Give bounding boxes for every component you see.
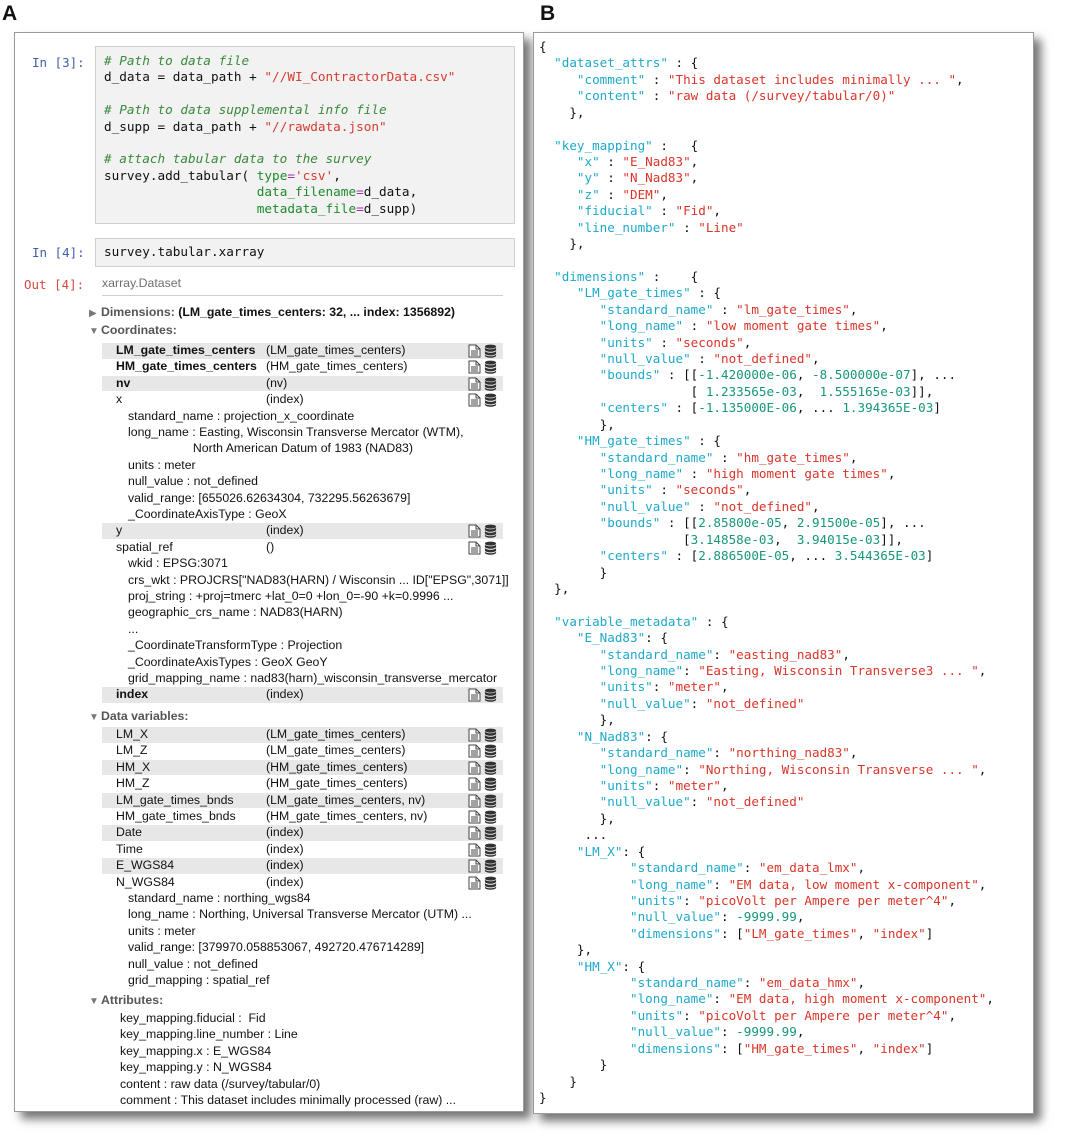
attribute-line: crs_wkt : PROJCRS["NAD83(HARN) / Wisconsin ... ID["EPSG",3071]] bbox=[128, 572, 509, 587]
json-line: "units": "meter", bbox=[599, 679, 729, 695]
attribute-line: key_mapping.x : E_WGS84 bbox=[120, 1043, 272, 1058]
json-line: } bbox=[539, 1073, 577, 1089]
variable-dims: (index) bbox=[266, 874, 304, 889]
section-data-variables[interactable]: ▼ Data variables: bbox=[89, 709, 189, 723]
variable-dims: (index) bbox=[266, 392, 304, 407]
code-in4: survey.tabular.xarray bbox=[104, 244, 265, 259]
json-line: ... bbox=[539, 827, 608, 843]
json-line: "HM_X": { bbox=[576, 958, 646, 974]
json-line: "LM_X": { bbox=[576, 843, 646, 859]
code-in3 bbox=[104, 53, 506, 217]
code-line: d_supp = data_path + "//rawdata.json" bbox=[104, 118, 387, 134]
json-line: "long_name": "EM data, high moment x-component", bbox=[630, 991, 994, 1007]
attribute-line: long_name : Easting, Wisconsin Transverse Mercator (WTM), bbox=[128, 425, 464, 439]
json-line: "long_name": "Northing, Wisconsin Transverse ... ", bbox=[599, 761, 987, 777]
json-line: "key_mapping" : { bbox=[554, 137, 699, 153]
out4-prompt: Out [4]: bbox=[24, 277, 85, 292]
variable-name: E_WGS84 bbox=[116, 858, 175, 873]
attribute-line: North American Datum of 1983 (NAD83) bbox=[128, 441, 413, 456]
panel-label-b: B bbox=[540, 2, 556, 25]
json-line: "units": "picoVolt per Ampere per meter^4", bbox=[630, 1007, 957, 1023]
variable-name: N_WGS84 bbox=[116, 874, 175, 889]
json-line: { bbox=[539, 39, 547, 54]
variable-name: HM_X bbox=[116, 759, 151, 774]
variable-row[interactable] bbox=[102, 392, 503, 408]
variable-row[interactable] bbox=[102, 842, 503, 858]
json-line: "centers" : [-1.135000E-06, ... 1.394365E-03] bbox=[599, 400, 941, 416]
json-line: }, bbox=[539, 236, 585, 252]
variable-row[interactable] bbox=[102, 376, 503, 392]
json-line: "units": "picoVolt per Ampere per meter^4", bbox=[630, 892, 957, 908]
variable-name: HM_gate_times_bnds bbox=[116, 809, 236, 823]
json-line: }, bbox=[539, 712, 615, 728]
json-line: }, bbox=[539, 416, 615, 432]
attribute-line: _CoordinateAxisType : GeoX bbox=[128, 507, 287, 521]
json-line: "long_name": "EM data, low moment x-component", bbox=[630, 876, 987, 892]
json-line: "null_value": "not_defined" bbox=[599, 794, 805, 810]
section-dimensions[interactable]: ▶ Dimensions: (LM_gate_times_centers: 32, ... index: 1356892) bbox=[89, 305, 456, 319]
variable-name: HM_gate_times_centers bbox=[116, 359, 257, 374]
code-line: # attach tabular data to the survey bbox=[104, 151, 372, 167]
json-line: "content" : "raw data (/survey/tabular/0)" bbox=[576, 88, 896, 104]
json-line: "x" : "E_Nad83", bbox=[576, 153, 699, 169]
json-line: }, bbox=[539, 942, 593, 958]
json-line: "units" : "seconds", bbox=[599, 334, 752, 350]
variable-row[interactable] bbox=[102, 825, 503, 841]
json-line: "bounds" : [[-1.420000e-06, -8.500000e-07], ... bbox=[599, 367, 957, 383]
collapse-down-icon: ▼ bbox=[89, 996, 99, 1007]
json-line: "null_value": "not_defined" bbox=[599, 695, 805, 711]
variable-dims: (index) bbox=[266, 523, 304, 538]
variable-dims: () bbox=[266, 539, 275, 554]
json-line: "comment" : "This dataset includes minimally ... ", bbox=[576, 71, 964, 87]
collapse-down-icon: ▼ bbox=[89, 712, 99, 723]
json-line: "standard_name": "easting_nad83", bbox=[599, 646, 850, 662]
code-line: # Path to data file bbox=[104, 53, 250, 68]
attribute-line: key_mapping.line_number : Line bbox=[120, 1027, 298, 1042]
attribute-line: long_name : Northing, Universal Transverse Mercator (UTM) ... bbox=[128, 907, 472, 922]
json-line: "null_value" : "not_defined", bbox=[599, 498, 820, 514]
json-line: "standard_name": "em_data_lmx", bbox=[630, 860, 866, 876]
variable-dims: (LM_gate_times_centers) bbox=[266, 743, 406, 758]
json-line: "long_name" : "high moment gate times", bbox=[599, 465, 896, 481]
section-attributes[interactable]: ▼ Attributes: bbox=[89, 993, 164, 1007]
variable-name: y bbox=[116, 523, 123, 538]
attribute-line: geographic_crs_name : NAD83(HARN) bbox=[128, 605, 343, 620]
output-divider bbox=[102, 295, 503, 296]
variable-dims: (index) bbox=[266, 841, 304, 856]
database-icon[interactable] bbox=[484, 393, 497, 410]
variable-row[interactable] bbox=[102, 540, 503, 556]
json-line: "dimensions": ["HM_gate_times", "index"] bbox=[630, 1040, 934, 1056]
json-line: "dataset_attrs" : { bbox=[554, 55, 699, 71]
variable-row[interactable] bbox=[102, 875, 503, 891]
xarray-type-label: xarray.Dataset bbox=[102, 276, 182, 290]
json-line: "E_Nad83": { bbox=[576, 630, 668, 646]
attribute-line: _CoordinateAxisTypes : GeoX GeoY bbox=[128, 654, 328, 669]
variable-row[interactable] bbox=[102, 727, 503, 743]
json-line: "y" : "N_Nad83", bbox=[576, 170, 699, 186]
json-line: "dimensions": ["LM_gate_times", "index"] bbox=[630, 925, 934, 941]
json-line: "fiducial" : "Fid", bbox=[576, 203, 722, 219]
variable-name: index bbox=[116, 687, 149, 702]
json-line: "null_value": -9999.99, bbox=[630, 1024, 805, 1040]
json-line: }, bbox=[539, 580, 570, 596]
json-line: } bbox=[539, 564, 608, 580]
attribute-line: content : raw data (/survey/tabular/0) bbox=[120, 1076, 321, 1091]
json-line: "line_number" : "Line" bbox=[576, 219, 744, 235]
variable-row[interactable] bbox=[102, 776, 503, 792]
json-line: "bounds" : [[2.85800e-05, 2.91500e-05], ... bbox=[599, 515, 926, 531]
code-line: metadata_file=d_supp) bbox=[256, 200, 418, 216]
variable-dims: (LM_gate_times_centers, nv) bbox=[266, 792, 426, 807]
variable-row[interactable] bbox=[102, 760, 503, 776]
json-line: "centers" : [2.886500E-05, ... 3.544365E-03] bbox=[599, 548, 934, 564]
json-line: } bbox=[539, 1057, 608, 1073]
code-line: d_data = data_path + "//WI_ContractorData.csv" bbox=[104, 69, 456, 85]
document-icon[interactable] bbox=[468, 876, 481, 893]
code-cell-in4[interactable] bbox=[95, 238, 515, 267]
variable-name: nv bbox=[116, 375, 131, 390]
json-line: "HM_gate_times" : { bbox=[576, 433, 721, 449]
collapse-down-icon: ▼ bbox=[89, 326, 99, 337]
json-line: [3.14858e-03, 3.94015e-03]], bbox=[539, 531, 903, 547]
variable-dims: (LM_gate_times_centers) bbox=[266, 727, 406, 741]
code-line: survey.add_tabular( type='csv', bbox=[104, 167, 341, 183]
collapse-right-icon: ▶ bbox=[89, 308, 97, 319]
dimensions-value: (LM_gate_times_centers: 32, ... index: 1356892) bbox=[178, 305, 456, 319]
json-line: "null_value": -9999.99, bbox=[630, 909, 805, 925]
attribute-line: proj_string : +proj=tmerc +lat_0=0 +lon_0=-90 +k=0.9996 ... bbox=[128, 589, 454, 603]
attribute-line: units : meter bbox=[128, 923, 196, 938]
attribute-line: units : meter bbox=[128, 457, 196, 472]
variable-name: spatial_ref bbox=[116, 539, 173, 554]
in4-prompt: In [4]: bbox=[32, 245, 85, 260]
variable-name: LM_X bbox=[116, 727, 149, 741]
variable-dims: (HM_gate_times_centers) bbox=[266, 359, 408, 374]
variable-dims: (index) bbox=[266, 825, 304, 840]
variable-dims: (nv) bbox=[266, 375, 288, 390]
attribute-line: null_value : not_defined bbox=[128, 474, 258, 489]
json-line: "long_name" : "low moment gate times", bbox=[599, 318, 888, 334]
json-metadata bbox=[539, 39, 994, 1106]
variable-name: LM_Z bbox=[116, 743, 148, 758]
variable-dims: (HM_gate_times_centers) bbox=[266, 776, 408, 791]
attribute-line: key_mapping.y : N_WGS84 bbox=[120, 1060, 272, 1075]
attribute-line: standard_name : northing_wgs84 bbox=[128, 891, 311, 905]
variable-row[interactable] bbox=[102, 793, 503, 809]
variable-name: LM_gate_times_bnds bbox=[116, 792, 234, 807]
attribute-line: key_mapping.fiducial : Fid bbox=[120, 1011, 266, 1025]
variable-name: x bbox=[116, 392, 123, 407]
attribute-line: ... bbox=[128, 621, 139, 636]
json-line: "standard_name": "northing_nad83", bbox=[599, 745, 858, 761]
document-icon[interactable] bbox=[468, 541, 481, 558]
variable-name: Date bbox=[116, 825, 142, 840]
json-line: "long_name": "Easting, Wisconsin Transverse3 ... ", bbox=[599, 663, 987, 679]
database-icon[interactable] bbox=[484, 876, 497, 893]
json-line: "units" : "seconds", bbox=[599, 482, 752, 498]
attribute-line: null_value : not_defined bbox=[128, 956, 258, 971]
variable-row[interactable] bbox=[102, 523, 503, 539]
variable-row[interactable] bbox=[102, 359, 503, 375]
section-coordinates[interactable]: ▼ Coordinates: bbox=[89, 323, 177, 337]
attribute-line: grid_mapping_name : nad83(harn)_wisconsin_transverse_mercator bbox=[128, 671, 498, 685]
json-line: "z" : "DEM", bbox=[576, 186, 668, 202]
code-cell-in3[interactable] bbox=[95, 46, 515, 224]
attribute-line: valid_range: [379970.058853067, 492720.476714289] bbox=[128, 940, 425, 955]
json-line: "standard_name" : "hm_gate_times", bbox=[599, 449, 858, 465]
variable-name: Time bbox=[116, 841, 143, 856]
code-line: # Path to data supplemental info file bbox=[104, 102, 387, 118]
variable-dims: (index) bbox=[266, 858, 304, 873]
variable-name: HM_Z bbox=[116, 776, 150, 791]
attribute-line: valid_range: [655026.62634304, 732295.56263679] bbox=[128, 490, 411, 505]
variable-dims: (index) bbox=[266, 687, 304, 702]
json-line: [ 1.233565e-03, 1.555165e-03]], bbox=[539, 383, 934, 399]
panel-label-a: A bbox=[2, 2, 18, 25]
attribute-line: grid_mapping : spatial_ref bbox=[128, 973, 270, 987]
variable-row[interactable] bbox=[102, 743, 503, 759]
variable-dims: (LM_gate_times_centers) bbox=[266, 343, 406, 357]
json-line: "standard_name" : "lm_gate_times", bbox=[599, 301, 858, 317]
json-panel bbox=[533, 32, 1034, 1114]
json-line: "dimensions" : { bbox=[554, 268, 699, 284]
json-line: }, bbox=[539, 810, 615, 826]
json-line: "LM_gate_times" : { bbox=[576, 285, 721, 301]
json-line: "N_Nad83": { bbox=[576, 728, 668, 744]
attribute-line: comment : This dataset includes minimally processed (raw) ... bbox=[120, 1093, 457, 1107]
notebook-panel bbox=[14, 32, 524, 1112]
variable-row[interactable] bbox=[102, 343, 503, 359]
attribute-line: standard_name : projection_x_coordinate bbox=[128, 408, 355, 423]
json-line: "null_value" : "not_defined", bbox=[599, 351, 820, 367]
json-line: "standard_name": "em_data_hmx", bbox=[630, 975, 866, 991]
in3-prompt: In [3]: bbox=[32, 55, 85, 70]
document-icon[interactable] bbox=[468, 393, 481, 410]
json-line: } bbox=[539, 1090, 547, 1105]
variable-row[interactable] bbox=[102, 858, 503, 874]
variable-name: LM_gate_times_centers bbox=[116, 343, 256, 357]
json-line: "units": "meter", bbox=[599, 777, 729, 793]
code-line: data_filename=d_data, bbox=[256, 184, 418, 200]
document-icon[interactable] bbox=[468, 688, 481, 705]
variable-row[interactable] bbox=[102, 809, 503, 825]
variable-dims: (HM_gate_times_centers, nv) bbox=[266, 809, 428, 823]
database-icon[interactable] bbox=[484, 541, 497, 558]
attribute-line: _CoordinateTransformType : Projection bbox=[128, 638, 343, 653]
json-line: }, bbox=[539, 104, 585, 120]
attribute-line: wkid : EPSG:3071 bbox=[128, 556, 228, 571]
variable-row[interactable] bbox=[102, 687, 503, 703]
variable-dims: (HM_gate_times_centers) bbox=[266, 759, 408, 774]
database-icon[interactable] bbox=[484, 688, 497, 705]
json-line: "variable_metadata" : { bbox=[554, 613, 729, 629]
